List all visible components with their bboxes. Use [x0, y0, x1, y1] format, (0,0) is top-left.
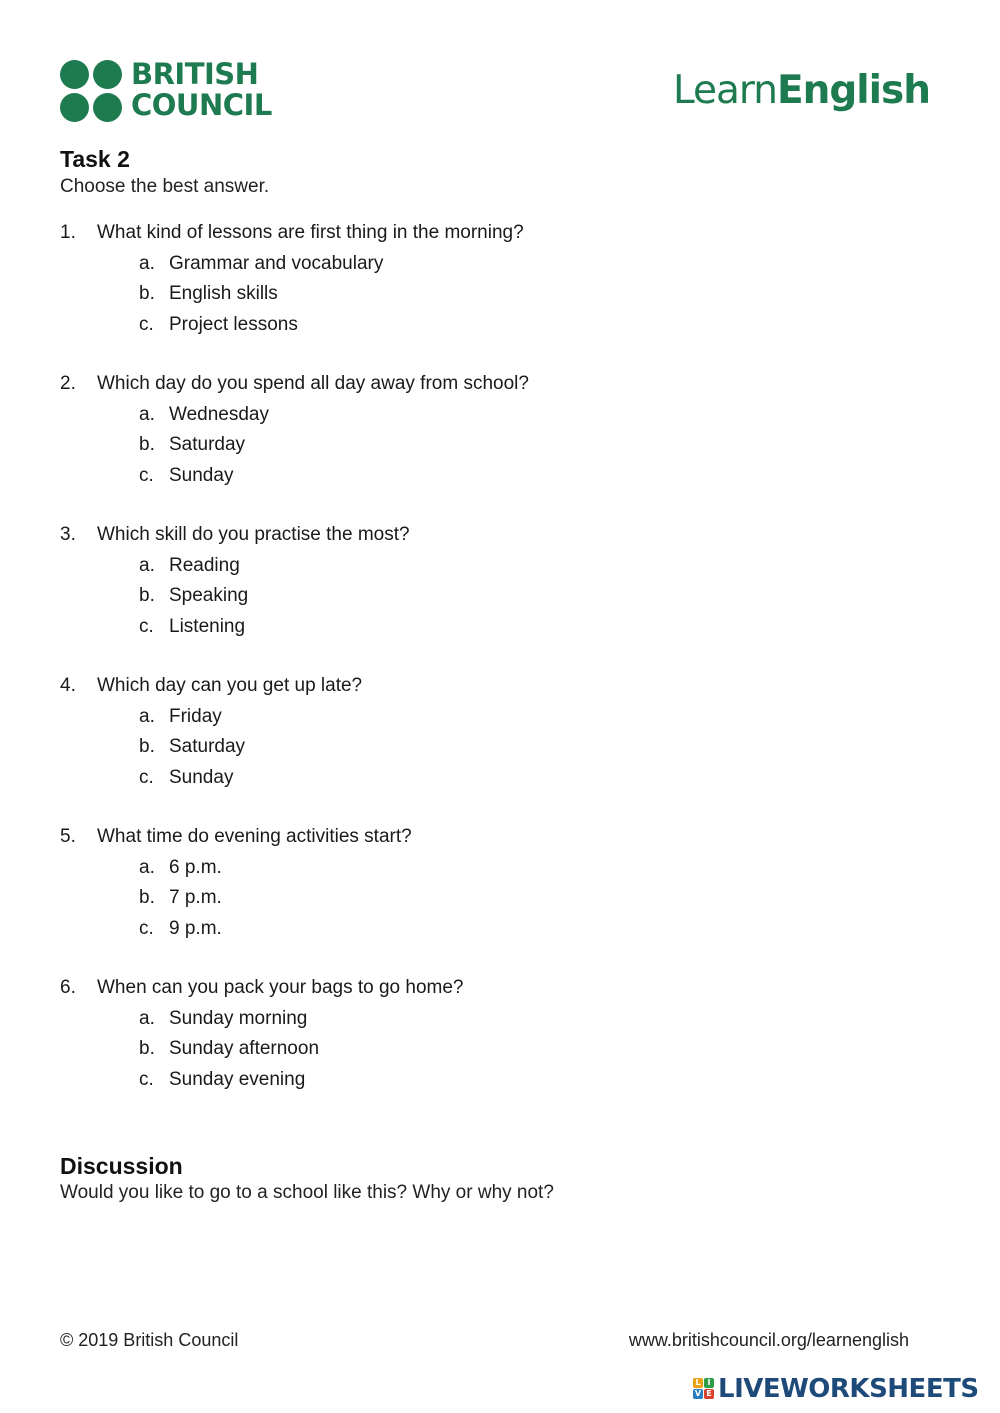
liveworksheets-wordmark: LIVEWORKSHEETS — [718, 1374, 979, 1404]
british-council-dots-icon — [60, 60, 122, 122]
option-letter: c. — [139, 917, 154, 939]
option-letter: a. — [139, 1008, 155, 1029]
discussion-text: Would you like to go to a school like this? Why or why not? — [60, 1182, 554, 1203]
option-letter: a. — [139, 404, 155, 425]
answer-option[interactable] — [60, 553, 860, 583]
answer-option[interactable] — [60, 432, 860, 462]
option-text: Saturday — [169, 434, 246, 456]
question-text: Which day can you get up late? — [97, 675, 363, 696]
discussion-title: Discussion — [60, 1153, 183, 1179]
answer-option[interactable] — [60, 1006, 860, 1036]
option-letter: c. — [139, 615, 154, 637]
question-list — [60, 220, 860, 1126]
answer-option[interactable] — [60, 704, 860, 734]
question-text: What kind of lessons are first thing in the morning? — [97, 222, 524, 243]
option-letter: c. — [139, 313, 154, 335]
question-number: 1. — [60, 222, 76, 243]
option-text: Speaking — [169, 585, 249, 607]
question-number: 3. — [60, 524, 76, 545]
option-text: Saturday — [169, 736, 246, 758]
option-text: English skills — [169, 283, 278, 305]
task-instruction: Choose the best answer. — [60, 176, 270, 197]
learnenglish-logo-bold: English — [776, 68, 930, 113]
option-text: 9 p.m. — [169, 917, 222, 939]
question-number: 6. — [60, 977, 76, 998]
answer-option[interactable] — [60, 1067, 860, 1097]
option-letter: a. — [139, 253, 155, 274]
option-letter: c. — [139, 1068, 154, 1090]
task-title: Task 2 — [60, 146, 130, 172]
option-text: Sunday — [169, 464, 234, 486]
question-number: 4. — [60, 675, 76, 696]
option-text: 6 p.m. — [169, 857, 222, 878]
british-council-logo — [60, 57, 275, 122]
answer-option[interactable] — [60, 614, 860, 644]
option-text: Friday — [169, 706, 222, 727]
option-text: Listening — [169, 615, 246, 637]
option-text: Reading — [169, 555, 240, 576]
question-item — [60, 220, 860, 371]
option-text: Grammar and vocabulary — [169, 253, 384, 274]
option-text: Sunday — [169, 766, 234, 788]
answer-option[interactable] — [60, 855, 860, 885]
option-letter: b. — [139, 736, 155, 758]
answer-option[interactable] — [60, 885, 860, 915]
british-council-wordmark: BRITISH COUNCIL — [131, 57, 272, 122]
option-letter: a. — [139, 857, 155, 878]
answer-option[interactable] — [60, 251, 860, 281]
liveworksheets-grid-icon: L I V E — [693, 1378, 715, 1400]
option-text: Sunday afternoon — [169, 1038, 320, 1060]
answer-option[interactable] — [60, 1036, 860, 1066]
learnenglish-logo — [673, 68, 930, 113]
option-letter: b. — [139, 283, 155, 305]
option-letter: b. — [139, 434, 155, 456]
answer-option[interactable] — [60, 402, 860, 432]
question-number: 5. — [60, 826, 76, 847]
option-text: 7 p.m. — [169, 887, 222, 909]
answer-option[interactable] — [60, 765, 860, 795]
question-text: What time do evening activities start? — [97, 826, 412, 847]
question-text: Which skill do you practise the most? — [97, 524, 410, 545]
learnenglish-logo-light: Learn — [672, 68, 777, 113]
question-item — [60, 371, 860, 522]
answer-option[interactable] — [60, 312, 860, 342]
answer-option[interactable] — [60, 734, 860, 764]
question-item — [60, 522, 860, 673]
option-text: Sunday morning — [169, 1008, 308, 1029]
option-letter: a. — [139, 555, 155, 576]
question-text: Which day do you spend all day away from school? — [97, 373, 529, 394]
option-letter: b. — [139, 1038, 155, 1060]
option-letter: c. — [139, 464, 154, 486]
option-letter: b. — [139, 887, 155, 909]
question-item — [60, 673, 860, 824]
footer-url[interactable]: www.britishcouncil.org/learnenglish — [628, 1330, 909, 1350]
answer-option[interactable] — [60, 583, 860, 613]
option-text: Wednesday — [169, 404, 269, 425]
option-letter: b. — [139, 585, 155, 607]
question-text: When can you pack your bags to go home? — [97, 977, 464, 998]
answer-option[interactable] — [60, 281, 860, 311]
question-number: 2. — [60, 373, 76, 394]
question-item — [60, 975, 860, 1126]
option-letter: c. — [139, 766, 154, 788]
copyright-notice: © 2019 British Council — [60, 1330, 239, 1350]
answer-option[interactable] — [60, 916, 860, 946]
answer-option[interactable] — [60, 463, 860, 493]
option-text: Sunday evening — [169, 1068, 306, 1090]
option-letter: a. — [139, 706, 155, 727]
option-text: Project lessons — [169, 313, 298, 335]
question-item — [60, 824, 860, 975]
